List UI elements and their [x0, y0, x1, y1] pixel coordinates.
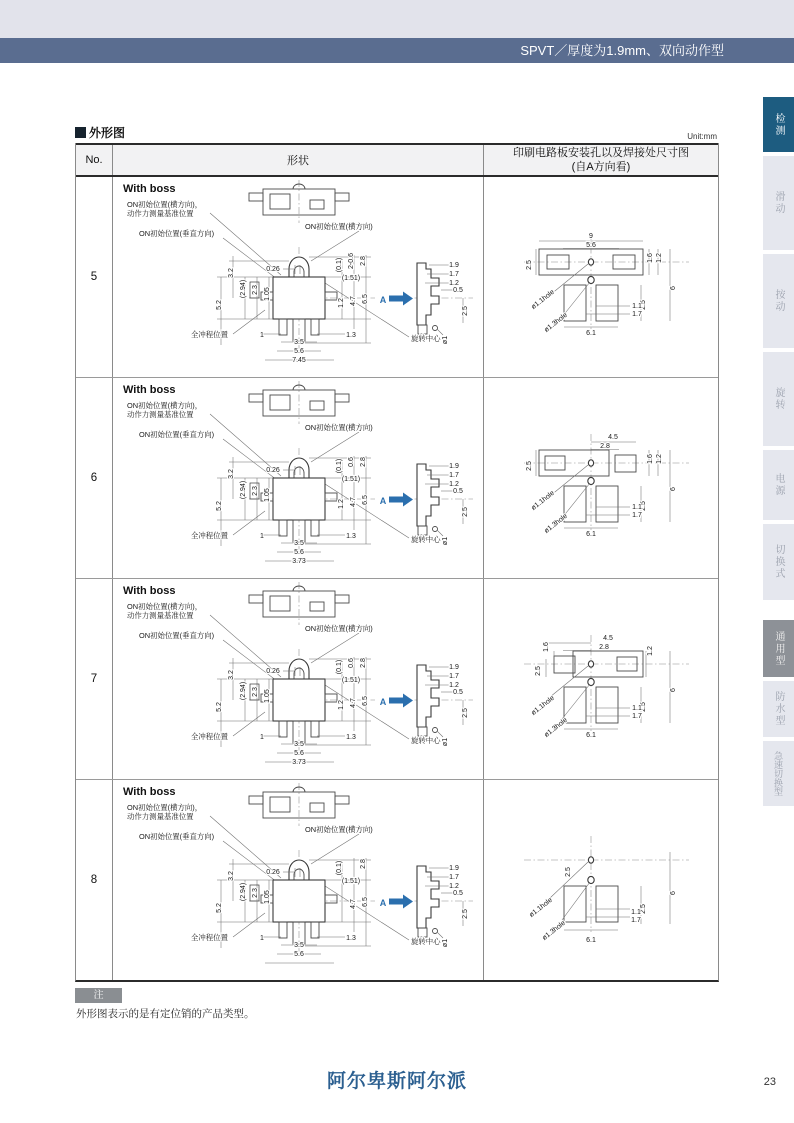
callout-label: 旋转中心 — [411, 736, 441, 745]
dimension-label: 3.73 — [292, 759, 306, 766]
dimension-label: 1.3 — [346, 734, 356, 741]
column-header-pcb: 印刷电路板安装孔以及焊接处尺寸图 (自A方向看) — [513, 146, 689, 173]
dimension-label: (0.1) — [336, 458, 343, 474]
dimension-label: 2.8 — [360, 256, 367, 266]
dimension-label: 1.2 — [647, 646, 654, 656]
callout-label: 动作力测量基准位置 — [127, 209, 194, 218]
dimension-label: (0.1) — [336, 860, 343, 876]
dimension-label: 5.6 — [586, 242, 596, 249]
dimension-label: (2.94) — [240, 480, 247, 500]
callout-label: ON初始位置(横方向)， — [127, 200, 203, 209]
dimension-label: 1.05 — [264, 689, 271, 703]
dimension-label: 2.8 — [600, 443, 610, 450]
sidebar-tab-5[interactable]: 电源 — [763, 450, 794, 520]
sidebar-tab-3[interactable]: 按动 — [763, 254, 794, 348]
dimension-label: 2.3 — [252, 687, 259, 697]
dimension-label: 2.3 — [252, 486, 259, 496]
dimension-label: 4.7 — [350, 899, 357, 909]
dimension-label: 6.1 — [586, 330, 596, 337]
callout-label: 全冲程位置 — [191, 531, 228, 540]
dimension-label: 1.7 — [449, 874, 459, 881]
dimension-label: ø1 — [442, 536, 449, 546]
dimension-label: 2.5 — [640, 501, 647, 511]
dimension-label: (2.94) — [240, 279, 247, 299]
dimension-label: 0.5 — [453, 488, 463, 495]
dimension-label: 6.1 — [586, 531, 596, 538]
callout-label: 旋转中心 — [411, 535, 441, 544]
shape-drawing-svg — [113, 780, 484, 980]
dimension-label: 2.5 — [462, 708, 469, 718]
variant-label: With boss — [123, 786, 176, 798]
dimension-label: 5.6 — [294, 951, 304, 958]
dimension-label: 2.5 — [535, 666, 542, 676]
dimension-label: 1 — [260, 332, 264, 339]
shape-cell — [113, 780, 484, 980]
sidebar-tab-7[interactable]: 通用型 — [763, 620, 794, 677]
dimension-label: 5.2 — [216, 300, 223, 310]
callout-label: ON初始位置(横方向)， — [127, 803, 203, 812]
dimension-label: 1.6 — [543, 642, 550, 652]
callout-label: ON初始位置(垂直方向) — [139, 229, 215, 238]
dimension-label: 1 — [260, 935, 264, 942]
dimension-label: (1.51) — [341, 275, 361, 282]
shape-drawing-svg — [113, 579, 484, 779]
sidebar-tab-1[interactable]: 检测 — [763, 97, 794, 152]
dimension-label: 1.7 — [632, 512, 642, 519]
callout-label: ON初始位置(横方向) — [305, 222, 373, 231]
pcb-cell — [484, 378, 718, 578]
pcb-cell — [484, 579, 718, 779]
dimension-label: 3.5 — [294, 942, 304, 949]
dimension-label: 2.5 — [640, 300, 647, 310]
header-title: SPVT／厚度为1.9mm、双向动作型 — [520, 43, 724, 58]
dimension-label: 5.2 — [216, 903, 223, 913]
dimension-label: 3.5 — [294, 339, 304, 346]
dimension-label: (0.1) — [336, 659, 343, 675]
callout-label: ON初始位置(垂直方向) — [139, 631, 215, 640]
dimension-label: 6 — [670, 891, 677, 895]
callout-label: 旋转中心 — [411, 937, 441, 946]
dimension-label: 4.7 — [350, 497, 357, 507]
dimension-label: 1.2 — [338, 700, 345, 710]
dimension-label: 6.5 — [362, 294, 369, 304]
dimension-label: 3.2 — [228, 469, 235, 479]
dimension-label: 3.5 — [294, 741, 304, 748]
dimension-label: 6.1 — [586, 732, 596, 739]
callout-label: ON初始位置(横方向)， — [127, 401, 203, 410]
dimension-label: ø1.1hole — [530, 489, 556, 512]
pcb-drawing-svg — [484, 780, 718, 980]
dimension-label: 1.2 — [449, 280, 459, 287]
dimension-label: (1.51) — [341, 878, 361, 885]
shape-drawing-svg — [113, 177, 484, 377]
dimension-label: 5.2 — [216, 702, 223, 712]
dimension-label: ø1 — [442, 737, 449, 747]
section-title: 外形图 — [89, 126, 126, 140]
dimension-label: 1.2 — [656, 253, 663, 263]
dimension-label: 1.2 — [449, 481, 459, 488]
table-header-row — [76, 143, 718, 177]
dimension-label: ø1 — [442, 938, 449, 948]
dimension-label: (1.51) — [341, 677, 361, 684]
variant-label: With boss — [123, 384, 176, 396]
callout-label: ON初始位置(横方向) — [305, 624, 373, 633]
dimension-label: 0.26 — [266, 668, 280, 675]
dimension-label: A — [379, 697, 387, 707]
dimension-label: 5.6 — [294, 750, 304, 757]
dimension-label: 4.7 — [350, 296, 357, 306]
dimension-label: 1.6 — [647, 253, 654, 263]
sidebar-tab-4[interactable]: 旋转 — [763, 352, 794, 446]
dimension-label: ø1.3hole — [541, 919, 567, 942]
table-row-5 — [76, 177, 718, 378]
dimension-label: 1.9 — [449, 865, 459, 872]
dimension-label: ø1.1hole — [530, 288, 556, 311]
callout-label: ON初始位置(垂直方向) — [139, 430, 215, 439]
dimension-label: 1.7 — [631, 917, 641, 924]
dimension-label: 2.5 — [640, 702, 647, 712]
dimension-label: 1.7 — [449, 673, 459, 680]
dimension-label: 2.5 — [462, 507, 469, 517]
dimension-label: 2.8 — [360, 658, 367, 668]
top-margin-band — [0, 0, 794, 38]
dimension-label: ø1 — [442, 335, 449, 345]
table-row-8 — [76, 780, 718, 980]
callout-label: 动作力测量基准位置 — [127, 611, 194, 620]
column-header-shape: 形状 — [113, 145, 484, 175]
callout-label: 全冲程位置 — [191, 933, 228, 942]
dimension-label: ø1.3hole — [543, 716, 569, 739]
callout-label: 动作力测量基准位置 — [127, 812, 194, 821]
dimension-label: 6.5 — [362, 897, 369, 907]
dimension-label: (0.1) — [336, 257, 343, 273]
dimension-label: 6.1 — [586, 937, 596, 944]
pcb-drawing-svg — [484, 177, 718, 377]
dimension-label: 6 — [670, 688, 677, 692]
dimension-label: 0.5 — [453, 689, 463, 696]
dimension-label: 2.5 — [526, 461, 533, 471]
shape-drawing-svg — [113, 378, 484, 578]
table-body — [76, 177, 718, 980]
dimension-label: (1.51) — [341, 476, 361, 483]
dimension-label: 1.2 — [656, 454, 663, 464]
dimension-label: 1.9 — [449, 262, 459, 269]
dimension-label: 2.8 — [599, 644, 609, 651]
dimension-label: 2-0.6 — [348, 253, 355, 269]
dimension-label: 1.2 — [449, 682, 459, 689]
dimension-label: 1.9 — [449, 463, 459, 470]
sidebar-tab-9[interactable]: 急速切换型 — [763, 741, 794, 806]
dimension-label: 0.26 — [266, 467, 280, 474]
dimension-label: (2.94) — [240, 681, 247, 701]
dimension-label: 1.9 — [449, 664, 459, 671]
dimension-label: 0.5 — [453, 890, 463, 897]
dimension-label: 4.7 — [350, 698, 357, 708]
dimension-label: 5.6 — [294, 348, 304, 355]
dimension-label: 3.5 — [294, 540, 304, 547]
dimension-label: 2.5 — [565, 867, 572, 877]
dimension-label: A — [379, 496, 387, 506]
dimension-label: 0.26 — [266, 869, 280, 876]
dimension-label: 1.1 — [631, 909, 641, 916]
callout-label: 全冲程位置 — [191, 732, 228, 741]
dimension-label: 1.3 — [346, 332, 356, 339]
dimension-label: 3.2 — [228, 268, 235, 278]
shape-cell — [113, 177, 484, 377]
dimension-label: 4.5 — [603, 635, 613, 642]
dimension-label: ø1.3hole — [543, 311, 569, 334]
pcb-drawing-svg — [484, 378, 718, 578]
dimension-label: 5.2 — [216, 501, 223, 511]
dimension-label: 9 — [589, 233, 593, 240]
dimension-label: 2.3 — [252, 888, 259, 898]
dimension-label: 3.2 — [228, 871, 235, 881]
sidebar-tab-6[interactable]: 切换式 — [763, 524, 794, 600]
variant-label: With boss — [123, 183, 176, 195]
callout-label: 旋转中心 — [411, 334, 441, 343]
dimension-label: 1.2 — [338, 298, 345, 308]
dimension-label: 1.7 — [632, 311, 642, 318]
dimension-label: 1.7 — [632, 713, 642, 720]
shape-cell — [113, 579, 484, 779]
dimension-label: 6.5 — [362, 495, 369, 505]
unit-label: Unit:mm — [687, 132, 717, 141]
dimension-label: ø1.1hole — [530, 694, 556, 717]
dimension-label: 1.7 — [449, 472, 459, 479]
dimension-label: 6 — [670, 286, 677, 290]
callout-label: ON初始位置(横方向) — [305, 825, 373, 834]
dimension-label: A — [379, 295, 387, 305]
pcb-cell — [484, 177, 718, 377]
dimension-label: A — [379, 898, 387, 908]
table-row-7 — [76, 579, 718, 780]
dimension-label: 2.5 — [462, 909, 469, 919]
dimension-label: 2.5 — [462, 306, 469, 316]
note-label: 注 — [75, 988, 122, 1003]
dimension-label: 0.5 — [453, 287, 463, 294]
header-bar — [0, 38, 794, 63]
shape-cell — [113, 378, 484, 578]
dimension-label: 6 — [670, 487, 677, 491]
dimension-label: 1.1 — [632, 504, 642, 511]
dimension-label: 4.5 — [608, 434, 618, 441]
callout-label: ON初始位置(横方向) — [305, 423, 373, 432]
pcb-drawing-svg — [484, 579, 718, 779]
dimension-label: 2.3 — [252, 285, 259, 295]
callout-label: ON初始位置(横方向)， — [127, 602, 203, 611]
sidebar-tab-2[interactable]: 滑动 — [763, 156, 794, 250]
dimension-label: 6.5 — [362, 696, 369, 706]
dimension-label: 1 — [260, 533, 264, 540]
callout-label: 全冲程位置 — [191, 330, 228, 339]
dimension-label: 1.6 — [647, 454, 654, 464]
dimension-label: (2.94) — [240, 882, 247, 902]
dimension-label: 3.2 — [228, 670, 235, 680]
dimension-label: 1.2 — [449, 883, 459, 890]
dimension-label: 2.5 — [526, 260, 533, 270]
row-number: 6 — [76, 378, 113, 578]
dimension-label: 5.6 — [294, 549, 304, 556]
dimension-label: 3.73 — [292, 558, 306, 565]
column-header-no: No. — [76, 145, 113, 175]
pcb-cell — [484, 780, 718, 980]
dimension-label: ø1.3hole — [543, 512, 569, 535]
row-number: 5 — [76, 177, 113, 377]
dimension-label: 1.1 — [632, 303, 642, 310]
callout-label: 动作力测量基准位置 — [127, 410, 194, 419]
dimension-label: 0.6 — [348, 658, 355, 668]
row-number: 8 — [76, 780, 113, 980]
dimension-label: 1.05 — [264, 488, 271, 502]
outline-table — [75, 143, 719, 982]
dimension-label: 1.1 — [632, 705, 642, 712]
dimension-label: 0.6 — [348, 457, 355, 467]
dimension-label: 1.2 — [338, 499, 345, 509]
dimension-label: 2.8 — [360, 859, 367, 869]
dimension-label: 7.45 — [292, 357, 306, 364]
callout-label: ON初始位置(垂直方向) — [139, 832, 215, 841]
variant-label: With boss — [123, 585, 176, 597]
dimension-label: 2.5 — [640, 904, 647, 914]
dimension-label: 1 — [260, 734, 264, 741]
dimension-label: ø1.1hole — [528, 896, 554, 919]
footer-logo: 阿尔卑斯阿尔派 — [326, 1071, 467, 1092]
dimension-label: 1.3 — [346, 533, 356, 540]
dimension-label: 1.05 — [264, 287, 271, 301]
dimension-label: 2.8 — [360, 457, 367, 467]
dimension-label: 1.7 — [449, 271, 459, 278]
dimension-label: 1.05 — [264, 890, 271, 904]
dimension-label: 1.3 — [346, 935, 356, 942]
row-number: 7 — [76, 579, 113, 779]
note-text: 外形图表示的是有定位销的产品类型。 — [76, 1008, 255, 1020]
sidebar-tab-8[interactable]: 防水型 — [763, 681, 794, 737]
table-row-6 — [76, 378, 718, 579]
page-number: 23 — [763, 1076, 776, 1088]
dimension-label: 0.26 — [266, 266, 280, 273]
